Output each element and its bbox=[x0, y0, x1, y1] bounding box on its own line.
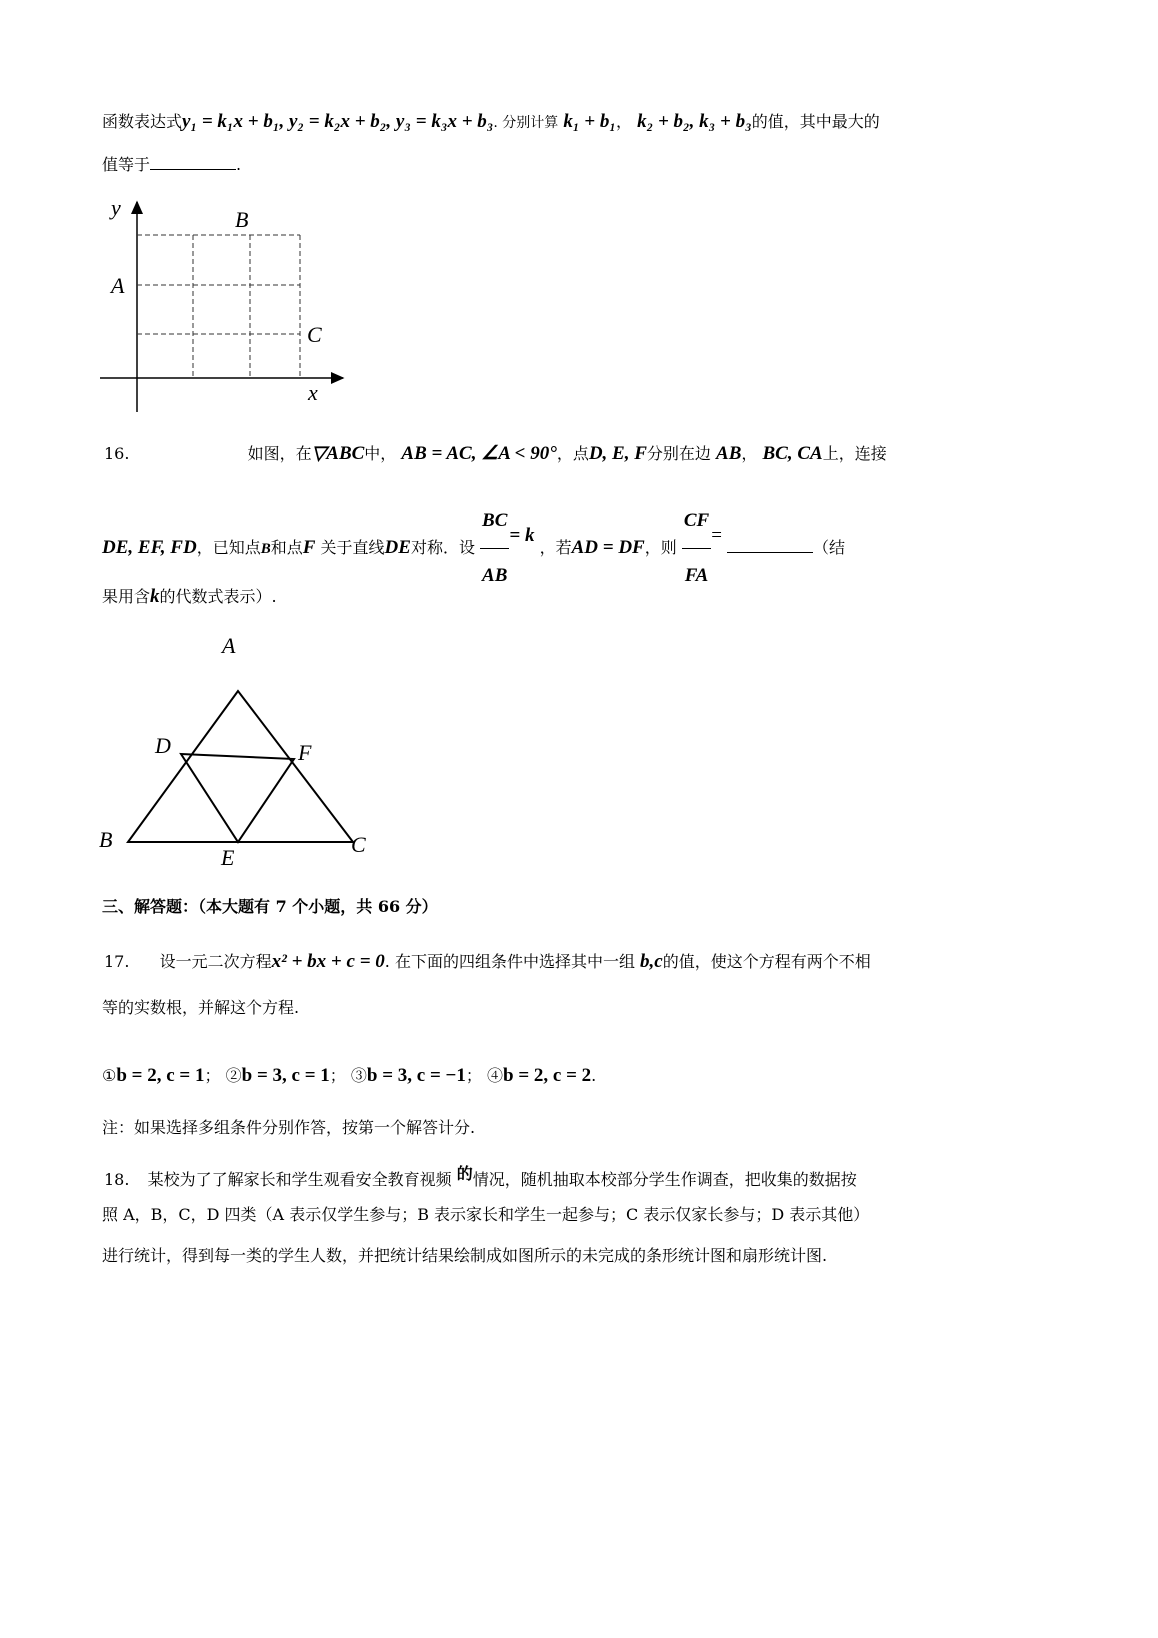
q16-line-de: DE bbox=[384, 537, 411, 558]
fraction-denominator: FA bbox=[684, 565, 709, 586]
q17-text: 设一元二次方程 bbox=[159, 952, 272, 971]
option-text: b = 3, c = 1 bbox=[241, 1065, 330, 1086]
q16-segments: DE, EF, FD bbox=[102, 537, 197, 558]
q16-text: 分别在边 bbox=[646, 444, 711, 463]
q15-formula-k2b2k3b3: k₂ + b₂, k₃ + b₃ bbox=[637, 111, 752, 132]
q16-text: ， bbox=[741, 444, 758, 463]
option-sep: ； bbox=[465, 1066, 482, 1085]
section-heading: 三、解答题：（本大题有 7 个小题，共 66 分） bbox=[102, 897, 438, 916]
q15-line2-prefix: 值等于 bbox=[102, 155, 151, 174]
q16-points: D, E, F bbox=[588, 443, 647, 464]
fraction-numerator: CF bbox=[682, 494, 711, 549]
fraction-bc-ab bbox=[480, 494, 509, 603]
q17-vars: b,c bbox=[640, 951, 663, 972]
triangle-abc bbox=[128, 691, 353, 842]
answer-blank-q15[interactable] bbox=[150, 155, 236, 170]
q16-text: ，则 bbox=[644, 538, 677, 557]
q16-side-ab: AB bbox=[716, 443, 742, 464]
option-marker: ② bbox=[225, 1066, 242, 1085]
option-2 bbox=[226, 1066, 346, 1085]
q16-point-f: F bbox=[302, 537, 316, 558]
fraction-cf-fa bbox=[682, 494, 711, 603]
point-label-a: A bbox=[111, 273, 125, 298]
option-text: b = 2, c = 1 bbox=[116, 1065, 205, 1086]
q15-line1 bbox=[102, 112, 880, 133]
q16-condition-2: AD = DF bbox=[571, 537, 645, 558]
q16-var-k: k bbox=[150, 586, 160, 607]
q16-text: （结 bbox=[813, 538, 846, 557]
dashed-grid bbox=[137, 235, 300, 378]
q17-text: . 在下面的四组条件中选择其中一组 bbox=[384, 952, 635, 971]
q16-text: 和点 bbox=[270, 538, 303, 557]
option-marker: ④ bbox=[487, 1066, 504, 1085]
option-sep: ； bbox=[204, 1066, 221, 1085]
fraction-numerator: BC bbox=[480, 494, 509, 549]
figure-triangle-diagram bbox=[95, 625, 395, 875]
q17-line2: 等的实数根，并解这个方程. bbox=[102, 998, 300, 1017]
triangle-def bbox=[181, 754, 294, 842]
q15-line2 bbox=[102, 155, 241, 175]
q15-mid: . 分别计算 bbox=[493, 115, 559, 131]
q18-line1 bbox=[104, 1164, 857, 1190]
q16-eq-k: = k bbox=[509, 525, 535, 546]
vertex-label-c: C bbox=[351, 832, 366, 857]
vertex-label-f: F bbox=[298, 740, 312, 765]
option-1 bbox=[102, 1066, 221, 1085]
q15-formula-y: y₁ = k₁x + b₁, y₂ = k₂x + b₂, y₃ = k₃x + b₃ bbox=[182, 111, 494, 132]
vertex-label-d: D bbox=[155, 733, 171, 758]
q16-text: ，若 bbox=[539, 538, 572, 557]
q18-number: 18. bbox=[104, 1170, 130, 1189]
q16-condition: AB = AC, ∠A < 90° bbox=[401, 443, 557, 464]
fraction-denominator: AB bbox=[482, 565, 508, 586]
vertex-label-b: B bbox=[99, 827, 113, 852]
answer-blank-q16[interactable] bbox=[727, 538, 813, 553]
vertex-label-a: A bbox=[222, 633, 236, 658]
q15-formula-k1b1: k₁ + b₁ bbox=[563, 111, 616, 132]
option-text: b = 3, c = −1 bbox=[366, 1065, 466, 1086]
q17-note: 注：如果选择多组条件分别作答，按第一个解答计分. bbox=[102, 1118, 476, 1137]
q16-text: 如图，在 bbox=[247, 444, 312, 463]
q15-sep: ， bbox=[615, 112, 632, 131]
q18-line3: 进行统计，得到每一类的学生人数，并把统计结果绘制成如图所示的未完成的条形统计图和扇形统计图. bbox=[102, 1246, 828, 1265]
option-sep: . bbox=[591, 1066, 597, 1085]
q16-text: 关于直线 bbox=[320, 538, 385, 557]
q16-text: 中， bbox=[364, 444, 397, 463]
q16-line3 bbox=[102, 587, 277, 607]
q16-side-bc-ca: BC, CA bbox=[762, 443, 823, 464]
q18-de: 的 bbox=[456, 1164, 473, 1183]
option-4 bbox=[487, 1066, 596, 1085]
figure-grid-diagram bbox=[95, 192, 355, 417]
q15-suffix: 的值，其中最大的 bbox=[751, 112, 880, 131]
q16-number: 16. bbox=[104, 444, 130, 463]
q16-text: 果用含 bbox=[102, 587, 151, 606]
option-sep: ； bbox=[329, 1066, 346, 1085]
q18-text: 某校为了了解家长和学生观看安全教育视频 bbox=[147, 1170, 452, 1189]
q17-equation: x² + bx + c = 0 bbox=[271, 951, 385, 972]
q15-prefix: 函数表达式 bbox=[102, 112, 183, 131]
q17-number: 17. bbox=[104, 952, 130, 971]
point-label-c: C bbox=[307, 322, 322, 347]
q16-text: 的代数式表示）. bbox=[159, 587, 277, 606]
q16-point-b: B bbox=[260, 541, 271, 557]
q16-text: ，点 bbox=[556, 444, 589, 463]
vertex-label-e: E bbox=[221, 845, 235, 870]
option-marker: ① bbox=[102, 1066, 117, 1085]
q18-line2: 照 A，B，C，D 四类（A 表示仅学生参与；B 表示家长和学生一起参与；C 表示仅家长参与；D 表示其他） bbox=[102, 1205, 870, 1224]
q17-options bbox=[102, 1066, 596, 1086]
q16-text: 对称．设 bbox=[410, 538, 475, 557]
point-label-b: B bbox=[235, 207, 249, 232]
q16-eq: = bbox=[711, 525, 722, 546]
axis-label-y: y bbox=[111, 195, 121, 220]
q17-text: 的值，使这个方程有两个不相 bbox=[662, 952, 871, 971]
option-marker: ③ bbox=[350, 1066, 367, 1085]
axis-label-x: x bbox=[308, 380, 318, 405]
q16-triangle: ▽ABC bbox=[311, 443, 365, 464]
q15-line2-suffix: . bbox=[236, 155, 242, 174]
option-text: b = 2, c = 2 bbox=[503, 1065, 592, 1086]
q16-line1 bbox=[104, 444, 887, 464]
q17-line1 bbox=[104, 952, 871, 972]
q16-text: ，已知点 bbox=[196, 538, 261, 557]
option-3 bbox=[351, 1066, 482, 1085]
q16-text: 上，连接 bbox=[822, 444, 887, 463]
q18-text: 情况，随机抽取本校部分学生作调查，把收集的数据按 bbox=[472, 1170, 857, 1189]
